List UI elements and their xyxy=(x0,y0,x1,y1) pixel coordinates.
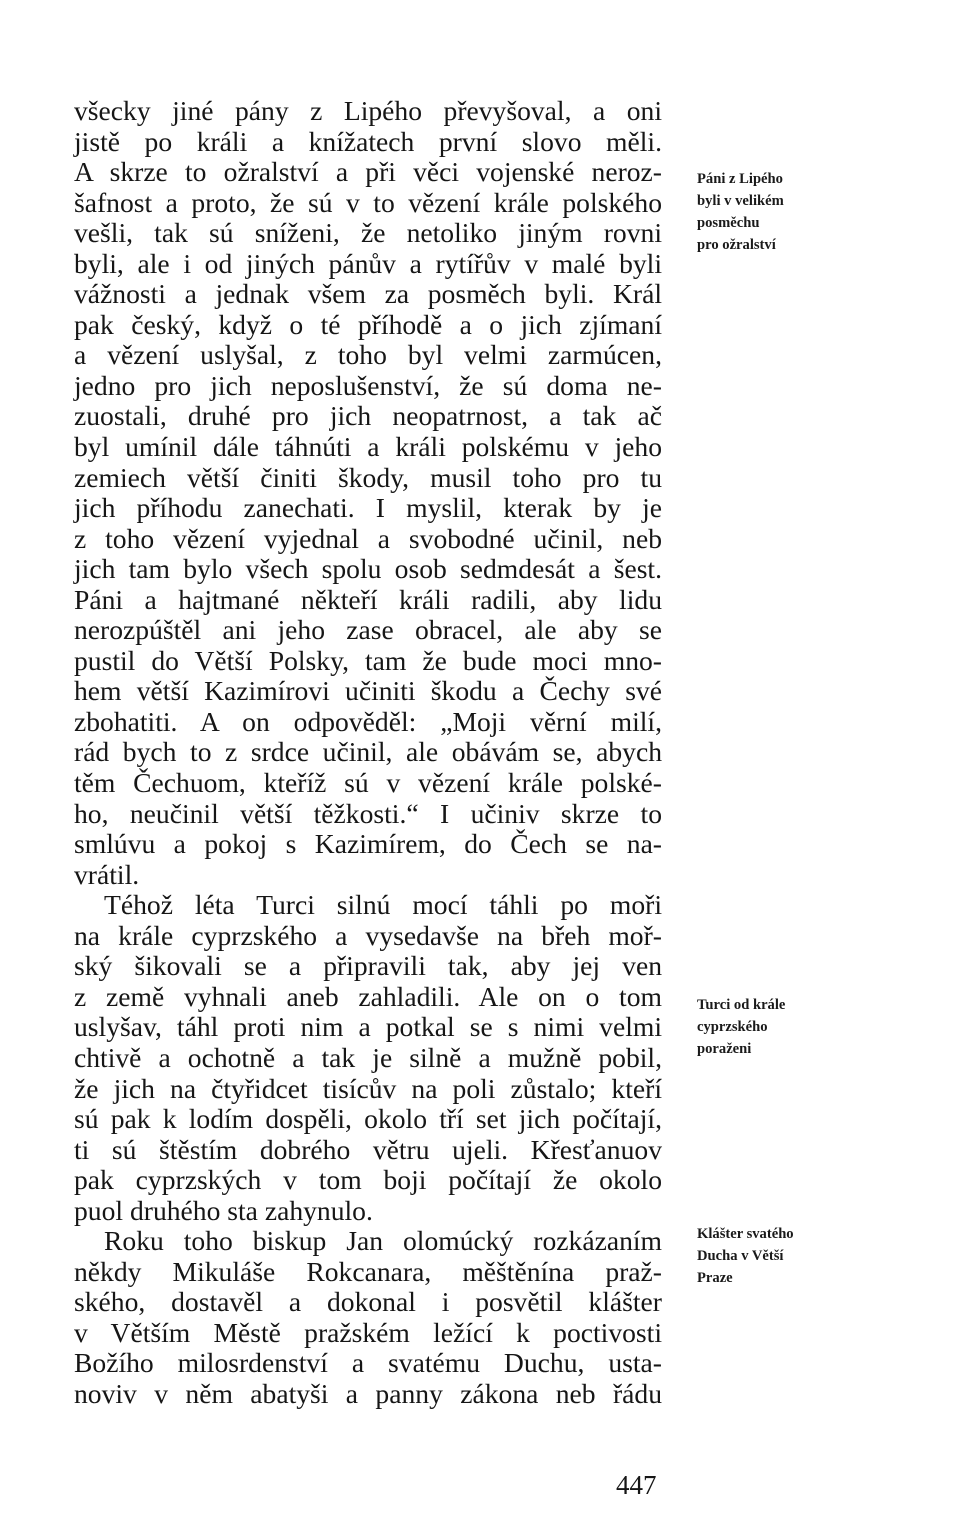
text-line: na krále cyprzského a vysedavše na břeh moř- xyxy=(74,919,662,951)
text-line: ský šikovali se a připravili tak, aby jej ven xyxy=(74,950,662,982)
text-line: byl umínil dále táhnúti a králi polskému v jeho xyxy=(74,431,662,463)
margin-note-line: pro ožralství xyxy=(697,237,776,253)
margin-note xyxy=(697,1223,897,1289)
text-line: sú pak k lodím dospěli, okolo tří set jich počítají, xyxy=(74,1103,662,1135)
text-line: uslyšav, táhl proti nim a potkal se s nimi velmi xyxy=(74,1011,662,1043)
text-line: Božího milosrdenství a svatému Duchu, usta- xyxy=(74,1347,662,1379)
text-line: jistě po králi a knížatech první slovo měli. xyxy=(74,125,662,157)
text-line: puol druhého sta zahynulo. xyxy=(74,1194,373,1226)
text-line: hem větší Kazimírovi učiniti škodu a Čechy své xyxy=(74,675,662,707)
text-line: smlúvu a pokoj s Kazimírem, do Čech se na- xyxy=(74,828,662,860)
margin-note-line: Turci od krále xyxy=(697,997,786,1013)
text-line: ti sú štěstím dobrého větru ujeli. Křesťanuov xyxy=(74,1133,662,1165)
margin-note-line: posměchu xyxy=(697,215,760,231)
margin-note-line: Ducha v Větší xyxy=(697,1248,784,1264)
page-number: 447 xyxy=(616,1470,657,1500)
text-line: nerozpúštěl ani jeho zase obracel, ale aby se xyxy=(74,614,662,646)
paragraph-start-line: Téhož léta Turci silnú mocí táhli po moři xyxy=(104,889,662,921)
margin-note-line: byli v velikém xyxy=(697,193,784,209)
text-line: že jich na čtyřidcet tisícův na poli zůstalo; kteří xyxy=(74,1072,662,1104)
text-line: a vězení uslyšal, z toho byl velmi zarmúcen, xyxy=(74,339,662,371)
text-line: A skrze to ožralství a při věci vojenské neroz- xyxy=(74,156,662,188)
text-line: z země vyhnali aneb zahladili. Ale on o tom xyxy=(74,980,662,1012)
text-line: pak český, když o té příhodě a o jich zjímaní xyxy=(74,308,662,340)
text-line: chtivě a ochotně a tak je silně a mužně pobil, xyxy=(74,1041,662,1073)
paragraph-start-line: Roku toho biskup Jan olomúcký rozkázaním xyxy=(104,1225,662,1257)
text-line: zemiech větší činiti škody, musil toho pro tu xyxy=(74,461,662,493)
text-line: zuostali, druhé pro jich neopatrnost, a tak ač xyxy=(74,400,662,432)
text-line: Páni a hajtmané někteří králi radili, aby lidu xyxy=(74,583,662,615)
text-line: ského, dostavěl a dokonal i posvětil klášter xyxy=(74,1286,662,1318)
text-line: pustil do Větší Polsky, tam že bude moci mno- xyxy=(74,644,662,676)
margin-note xyxy=(697,994,897,1060)
text-line: noviv v něm abatyši a panny zákona neb řádu xyxy=(74,1377,662,1409)
text-line: vešli, tak sú sníženi, že netoliko jiným rovni xyxy=(74,217,662,249)
text-line: vrátil. xyxy=(74,858,140,890)
text-line: těm Čechuom, kteříž sú v vězení krále polské- xyxy=(74,767,662,799)
text-line: v Větším Městě pražském ležící k poctivosti xyxy=(74,1316,662,1348)
margin-note-line: cyprzského xyxy=(697,1019,768,1035)
text-line: vážnosti a jednak všem za posměch byli. Král xyxy=(74,278,662,310)
text-line: z toho vězení vyjednal a svobodné učinil, neb xyxy=(74,522,662,554)
margin-note-line: Praze xyxy=(697,1270,733,1286)
margin-note-line: Páni z Lipého xyxy=(697,171,783,187)
text-line: jich příhodu zanechati. I myslil, kterak by je xyxy=(74,492,662,524)
text-line: zbohatiti. A on odpověděl: „Moji věrní milí, xyxy=(74,705,662,737)
margin-note-line: poraženi xyxy=(697,1041,752,1057)
text-line: ho, neučinil větší těžkosti.“ I učiniv skrze to xyxy=(74,797,662,829)
margin-note xyxy=(697,168,897,256)
text-line: šafnost a proto, že sú v to vězení krále polského xyxy=(74,186,662,218)
text-line: jich tam bylo všech spolu osob sedmdesát a šest. xyxy=(74,553,662,585)
text-line: jedno pro jich neposlušenství, že sú doma ne- xyxy=(74,369,662,401)
text-line: rád bych to z srdce učinil, ale obávám se, abych xyxy=(74,736,662,768)
text-line: byli, ale i od jiných pánův a rytířův v malé byli xyxy=(74,247,662,279)
text-line: pak cyprzských v tom boji počítají že okolo xyxy=(74,1164,662,1196)
main-text-column xyxy=(74,96,662,1410)
text-line: někdy Mikuláše Rokcanara, měštěnína praž- xyxy=(74,1255,662,1287)
margin-note-line: Klášter svatého xyxy=(697,1226,794,1242)
text-line: všecky jiné pány z Lipého převyšoval, a oni xyxy=(74,95,662,126)
